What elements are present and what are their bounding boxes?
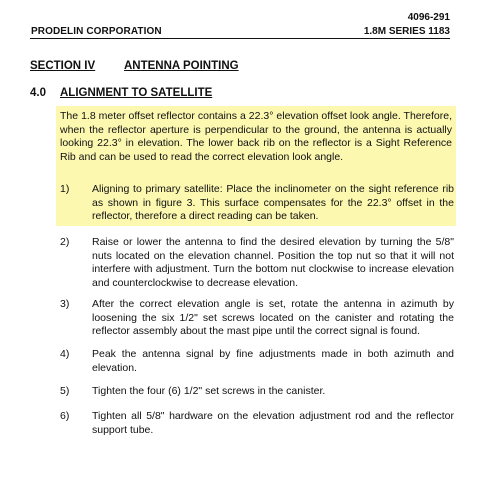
- step-text: Raise or lower the antenna to find the desired elevation by turning the 5/8" nuts located on the elevation channel. Position the top nut so that it will not interfere with adjustment. Turn the bottom nut clockwise to increase elevation and counterclockwise to decrease elevation.: [92, 236, 454, 289]
- document-number: 4096-291: [407, 12, 450, 23]
- step-number: 1): [60, 183, 70, 195]
- step-number: 6): [60, 410, 70, 422]
- step-text: Tighten all 5/8" hardware on the elevation adjustment rod and the reflector support tube.: [92, 410, 454, 436]
- section-number: SECTION IV: [30, 60, 96, 72]
- step-number: 5): [60, 385, 70, 397]
- step-number: 3): [60, 298, 70, 310]
- company-name: PRODELIN CORPORATION: [31, 26, 162, 37]
- subsection-title: ALIGNMENT TO SATELLITE: [60, 87, 213, 99]
- step-text: Aligning to primary satellite: Place the inclinometer on the sight reference rib as shown in figure 3. This surface compensates for the 22.3° offset in the reflector, therefore a direct reading can be taken.: [92, 183, 454, 222]
- subsection-heading: [30, 87, 213, 99]
- step-text: Peak the antenna signal by fine adjustments made in both azimuth and elevation.: [92, 348, 454, 374]
- section-title: ANTENNA POINTING: [124, 60, 239, 72]
- step-text: Tighten the four (6) 1/2" set screws in the canister.: [92, 385, 326, 397]
- document-id: [364, 11, 450, 39]
- step-number: 4): [60, 348, 70, 360]
- step-number: 2): [60, 236, 70, 248]
- product-series: 1.8M SERIES 1183: [363, 26, 450, 37]
- header-divider: [30, 38, 450, 39]
- intro-paragraph: The 1.8 meter offset reflector contains a 22.3° elevation offset look angle. Therefore, when the reflector aperture is perpendicular to the ground, the antenna is actually looking 22.3° in elevation. The lower back rib on the reflector is a Sight Reference Rib and can be used to read the correct elevation look angle.: [60, 110, 452, 163]
- step-text: After the correct elevation angle is set, rotate the antenna in azimuth by loosening the six 1/2" set screws located on the canister and rotating the reflector assembly about the mast pipe until the correct signal is found.: [92, 298, 454, 337]
- subsection-number: 4.0: [30, 87, 46, 99]
